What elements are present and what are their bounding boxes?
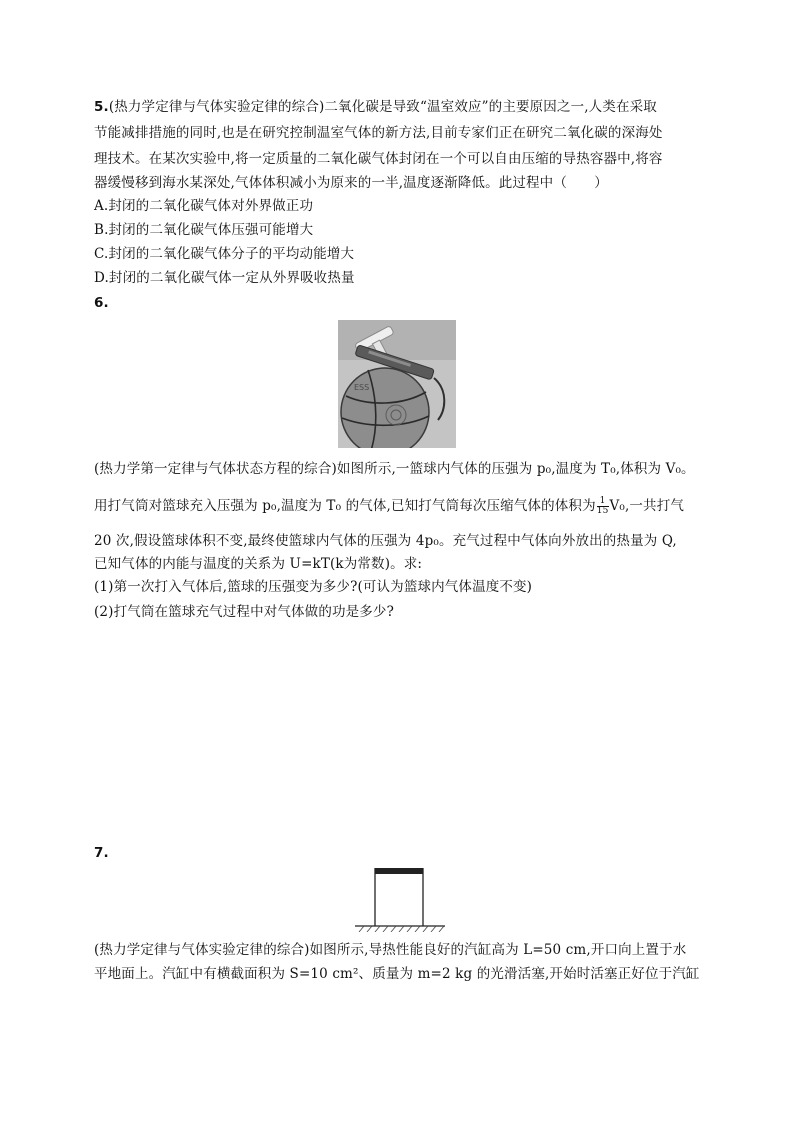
q5-line-3: 理技术。在某次实验中,将一定质量的二氧化碳气体封闭在一个可以自由压缩的导热容器中,将容 (94, 151, 663, 167)
basketball-pump-photo (338, 320, 456, 448)
q5-line-1 (94, 98, 657, 116)
q6-line-4: 已知气体的内能与温度的关系为 U=kT(k为常数)。求: (94, 556, 423, 572)
q6-subquestion-2: (2)打气筒在篮球充气过程中对气体做的功是多少? (94, 604, 394, 620)
piston-shape (375, 868, 423, 874)
basketball-pump-illustration (338, 320, 456, 448)
q5-option-d: D.封闭的二氧化碳气体一定从外界吸收热量 (94, 270, 355, 286)
q6-number: 6. (94, 295, 109, 311)
q6-line-2-text-b: V₀,一共打气 (609, 498, 685, 514)
q7-line-1: (热力学定律与气体实验定律的综合)如图所示,导热性能良好的汽缸高为 L=50 cm,开口向上置于水 (94, 942, 687, 958)
cylinder-piston-diagram (355, 866, 445, 932)
q6-line-2 (94, 497, 684, 516)
q6-subquestion-1: (1)第一次打入气体后,篮球的压强变为多少?(可认为篮球内气体温度不变) (94, 579, 533, 595)
q7-number: 7. (94, 845, 109, 861)
q6-fraction-denominator: 15 (596, 506, 609, 516)
q5-option-a: A.封闭的二氧化碳气体对外界做正功 (94, 198, 314, 214)
q6-line-2-text-a: 用打气筒对篮球充入压强为 p₀,温度为 T₀ 的气体,已知打气筒每次压缩气体的体积为 (94, 498, 596, 514)
q6-line-1: (热力学第一定律与气体状态方程的综合)如图所示,一篮球内气体的压强为 p₀,温度为 T₀,体积为 V₀。 (94, 461, 695, 477)
q5-number: 5. (94, 99, 109, 115)
q5-option-b: B.封闭的二氧化碳气体压强可能增大 (94, 222, 314, 238)
q6-fraction (597, 497, 609, 516)
q7-line-2: 平地面上。汽缸中有横截面积为 S=10 cm²、质量为 m=2 kg 的光滑活塞,开始时活塞正好位于汽缸 (94, 966, 700, 982)
q5-stem-1: (热力学定律与气体实验定律的综合)二氧化碳是导致“温室效应”的主要原因之一,人类在采取 (108, 99, 657, 115)
q6-line-3: 20 次,假设篮球体积不变,最终使篮球内气体的压强为 4p₀。充气过程中气体向外放出的热量为 Q, (94, 533, 677, 549)
q5-line-2: 节能减排措施的同时,也是在研究控制温室气体的新方法,目前专家们正在研究二氧化碳的深海处 (94, 125, 663, 141)
q6-fraction-numerator: 1 (597, 497, 609, 507)
svg-text:ESS: ESS (354, 383, 370, 392)
q5-line-4: 器缓慢移到海水某深处,气体体积减小为原来的一半,温度逐渐降低。此过程中（ ） (94, 175, 608, 191)
cylinder-figure (355, 866, 445, 932)
q5-option-c: C.封闭的二氧化碳气体分子的平均动能增大 (94, 246, 355, 262)
